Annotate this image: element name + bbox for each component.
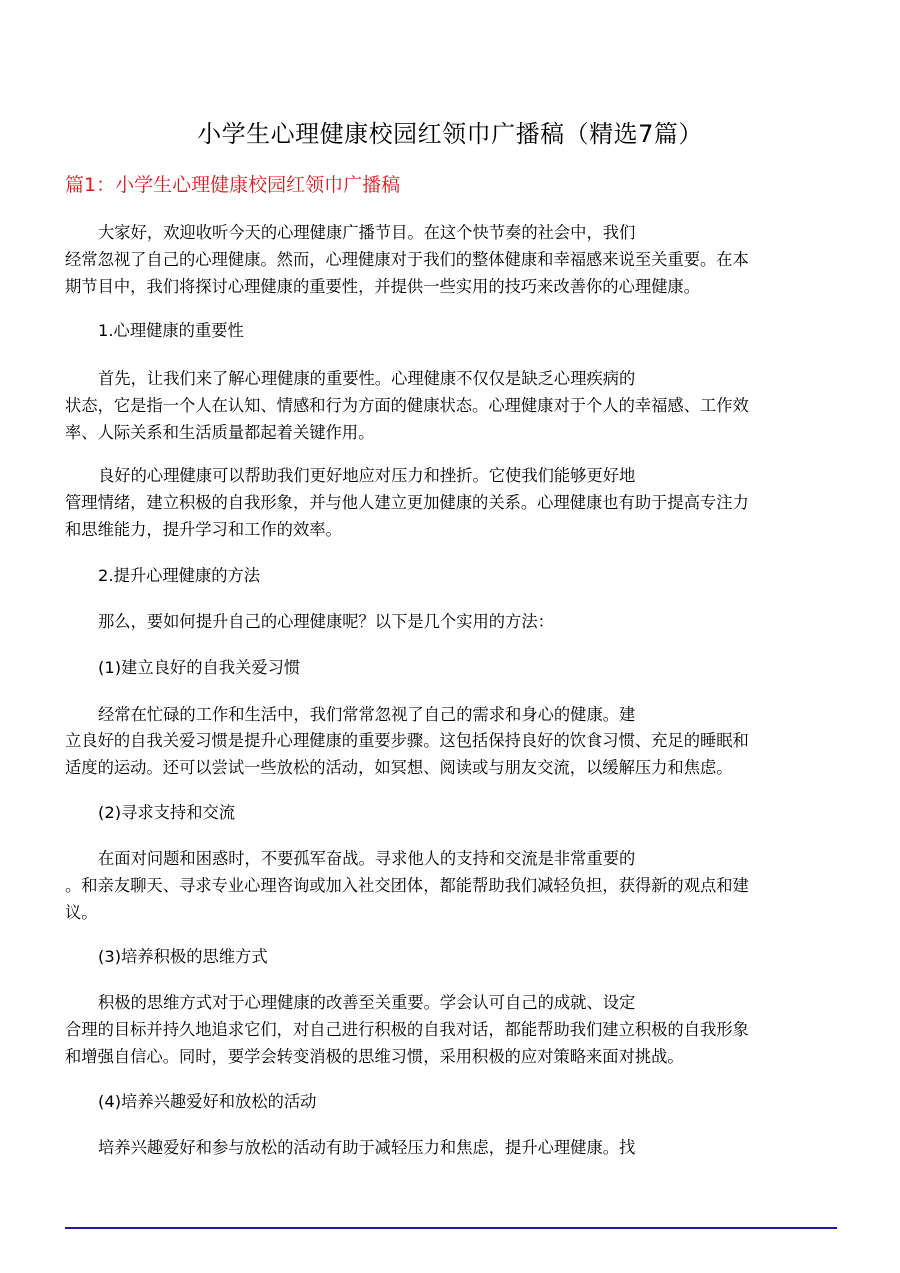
paragraph-line: 在面对问题和困惑时，不要孤军奋战。寻求他人的支持和交流是非常重要的	[98, 849, 636, 868]
paragraph-line: 率、人际关系和生活质量都起着关键作用。	[65, 423, 375, 442]
paragraph-line: 那么，要如何提升自己的心理健康呢？以下是几个实用的方法：	[98, 612, 554, 631]
subheading: (2)寻求支持和交流	[98, 803, 236, 822]
paragraph-line: 。和亲友聊天、寻求专业心理咨询或加入社交团体，都能帮助我们减轻负担，获得新的观点和建	[65, 876, 749, 895]
paragraph-line: 经常忽视了自己的心理健康。然而，心理健康对于我们的整体健康和幸福感来说至关重要。在本	[65, 250, 749, 269]
subheading: (3)培养积极的思维方式	[98, 947, 268, 966]
paragraph-line: 管理情绪，建立积极的自我形象，并与他人建立更加健康的关系。心理健康也有助于提高专注力	[65, 493, 749, 512]
paragraph-line: 培养兴趣爱好和参与放松的活动有助于减轻压力和焦虑，提升心理健康。找	[98, 1138, 636, 1157]
paragraph-line: 适度的运动。还可以尝试一些放松的活动，如冥想、阅读或与朋友交流，以缓解压力和焦虑。	[65, 758, 733, 777]
subheading: 2.提升心理健康的方法	[98, 566, 261, 585]
paragraph-line: 和思维能力，提升学习和工作的效率。	[65, 520, 342, 539]
paragraph-line: 良好的心理健康可以帮助我们更好地应对压力和挫折。它使我们能够更好地	[98, 466, 636, 485]
paragraph-line: 立良好的自我关爱习惯是提升心理健康的重要步骤。这包括保持良好的饮食习惯、充足的睡眠和	[65, 731, 749, 750]
paragraph-line: 积极的思维方式对于心理健康的改善至关重要。学会认可自己的成就、设定	[98, 993, 636, 1012]
paragraph-line: 首先，让我们来了解心理健康的重要性。心理健康不仅仅是缺乏心理疾病的	[98, 369, 636, 388]
footer-divider	[65, 1227, 837, 1229]
paragraph-line: 和增强自信心。同时，要学会转变消极的思维习惯，采用积极的应对策略来面对挑战。	[65, 1047, 684, 1066]
document-title: 小学生心理健康校园红领巾广播稿（精选7篇）	[197, 120, 703, 148]
paragraph-line: 合理的目标并持久地追求它们，对自己进行积极的自我对话，都能帮助我们建立积极的自我形象	[65, 1020, 749, 1039]
section-heading: 篇1：小学生心理健康校园红领巾广播稿	[65, 174, 401, 196]
paragraph-line: 期节目中，我们将探讨心理健康的重要性，并提供一些实用的技巧来改善你的心理健康。	[65, 277, 700, 296]
subheading: (1)建立良好的自我关爱习惯	[98, 658, 301, 677]
paragraph-line: 大家好，欢迎收听今天的心理健康广播节目。在这个快节奏的社会中，我们	[98, 223, 636, 242]
paragraph-line: 状态，它是指一个人在认知、情感和行为方面的健康状态。心理健康对于个人的幸福感、工作效	[65, 396, 749, 415]
paragraph-line: 经常在忙碌的工作和生活中，我们常常忽视了自己的需求和身心的健康。建	[98, 705, 636, 724]
subheading: 1.心理健康的重要性	[98, 321, 244, 340]
subheading: (4)培养兴趣爱好和放松的活动	[98, 1092, 317, 1111]
paragraph-line: 议。	[65, 903, 98, 922]
